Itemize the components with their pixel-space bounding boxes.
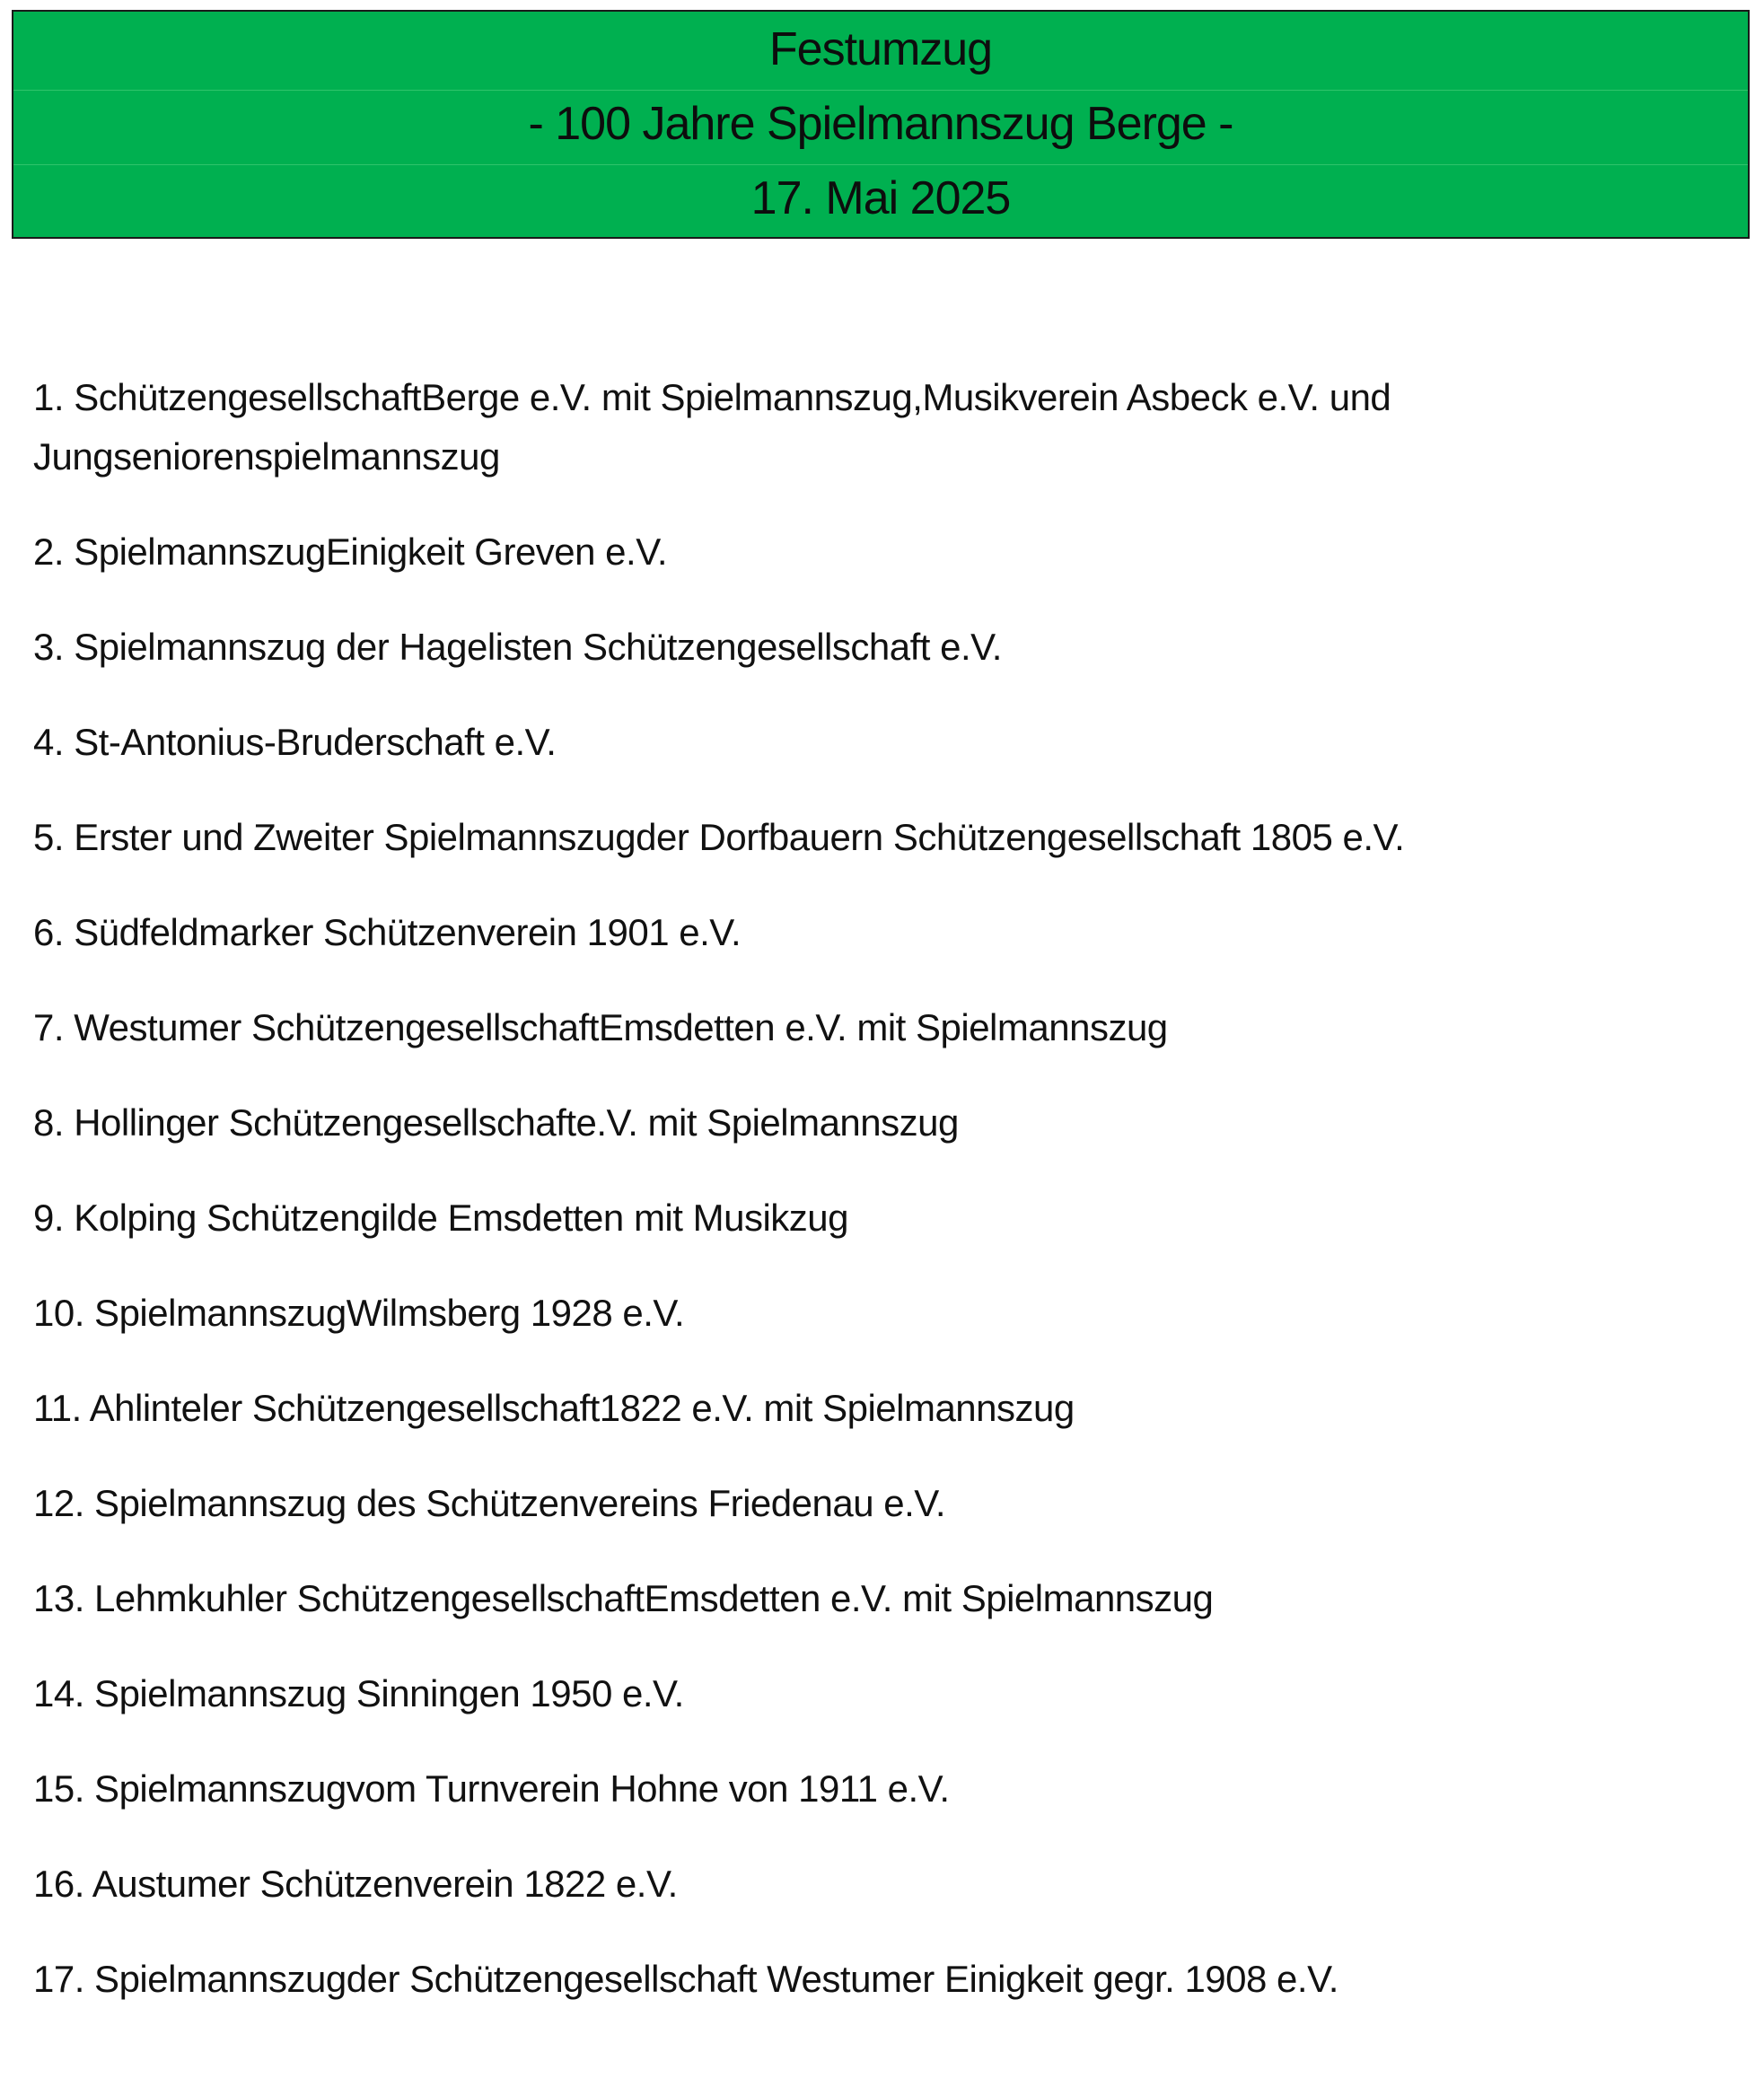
list-item: 13. Lehmkuhler SchützengesellschaftEmsdetten e.V. mit Spielmannszug bbox=[33, 1577, 1214, 1619]
list-item: 11. Ahlinteler Schützengesellschaft1822 e.V. mit Spielmannszug bbox=[33, 1387, 1075, 1429]
list-item: 1. SchützengesellschaftBerge e.V. mit Spielmannszug,Musikverein Asbeck e.V. und Jungseniorenspielmannszug bbox=[33, 376, 1391, 478]
banner-subtitle: - 100 Jahre Spielmannszug Berge - bbox=[528, 97, 1233, 150]
banner-title: Festumzug bbox=[768, 22, 993, 75]
list-item: 4. St-Antonius-Bruderschaft e.V. bbox=[33, 721, 557, 763]
list-item: 17. Spielmannszugder Schützengesellschaft Westumer Einigkeit gegr. 1908 e.V. bbox=[33, 1958, 1338, 2000]
list-item: 6. Südfeldmarker Schützenverein 1901 e.V. bbox=[33, 911, 742, 953]
list-item: 3. Spielmannszug der Hagelisten Schützengesellschaft e.V. bbox=[33, 626, 1002, 668]
list-item: 12. Spielmannszug des Schützenvereins Friedenau e.V. bbox=[33, 1482, 946, 1524]
list-item: 7. Westumer SchützengesellschaftEmsdetten e.V. mit Spielmannszug bbox=[33, 1006, 1168, 1048]
list-item: 9. Kolping Schützengilde Emsdetten mit Musikzug bbox=[33, 1197, 848, 1239]
list-item: 10. SpielmannszugWilmsberg 1928 e.V. bbox=[33, 1292, 685, 1334]
list-item: 8. Hollinger Schützengesellschafte.V. mit Spielmannszug bbox=[33, 1101, 959, 1144]
list-item: 5. Erster und Zweiter Spielmannszugder Dorfbauern Schützengesellschaft 1805 e.V. bbox=[33, 816, 1405, 858]
parade-participant-list bbox=[33, 368, 1721, 2045]
list-item: 2. SpielmannszugEinigkeit Greven e.V. bbox=[33, 531, 668, 573]
list-item: 16. Austumer Schützenverein 1822 e.V. bbox=[33, 1863, 678, 1905]
list-item: 14. Spielmannszug Sinningen 1950 e.V. bbox=[33, 1672, 684, 1714]
banner-date: 17. Mai 2025 bbox=[750, 171, 1011, 224]
list-item: 15. Spielmannszugvom Turnverein Hohne von 1911 e.V. bbox=[33, 1767, 950, 1810]
title-banner bbox=[12, 10, 1750, 239]
